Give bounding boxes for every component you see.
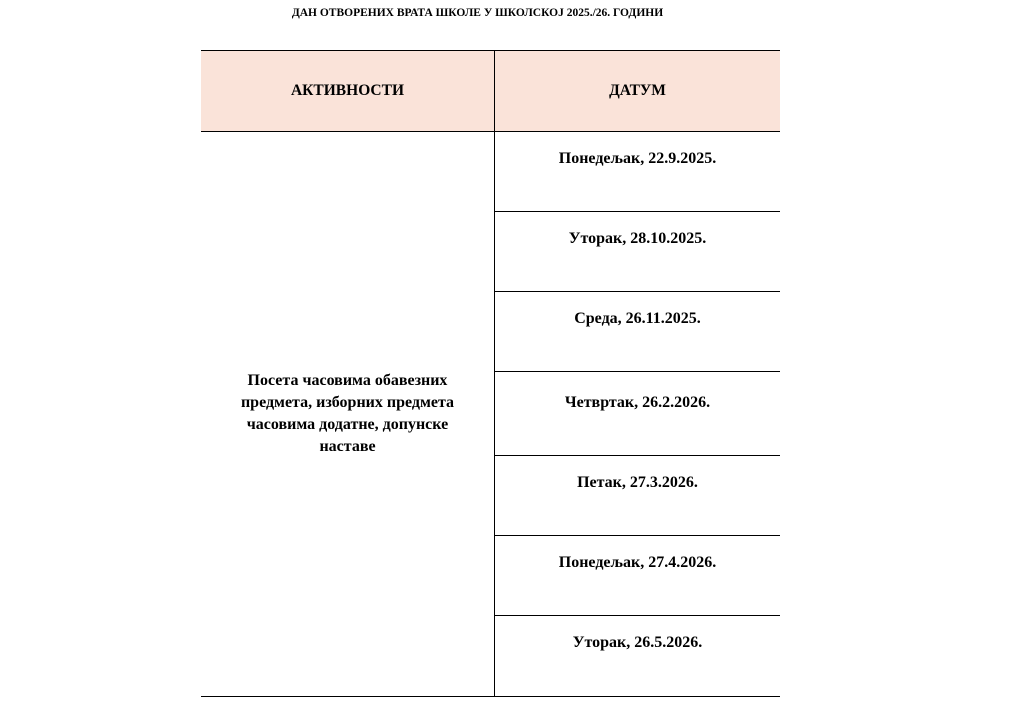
table-header-row <box>201 50 780 132</box>
date-cell: Понедељак, 27.4.2026. <box>495 536 780 616</box>
open-day-schedule-table <box>201 50 780 697</box>
header-date: ДАТУМ <box>609 82 666 99</box>
date-cell: Понедељак, 22.9.2025. <box>495 132 780 212</box>
header-activities: АКТИВНОСТИ <box>201 51 495 131</box>
date-cell: Среда, 26.11.2025. <box>495 292 780 372</box>
activity-description: Посета часовима обавезних предмета, изборних предмета часовима додатне, допунске наставе <box>201 132 495 696</box>
date-cell: Уторак, 26.5.2026. <box>572 634 703 651</box>
date-cell: Четвртак, 26.2.2026. <box>495 372 780 456</box>
table-body <box>201 132 780 697</box>
date-cell: Уторак, 28.10.2025. <box>495 212 780 292</box>
date-cell: Петак, 27.3.2026. <box>495 456 780 536</box>
document-title: ДАН ОТВОРЕНИХ ВРАТА ШКОЛЕ У ШКОЛСКОЈ 2025./26. ГОДИНИ <box>291 7 664 19</box>
dates-column <box>495 132 780 696</box>
